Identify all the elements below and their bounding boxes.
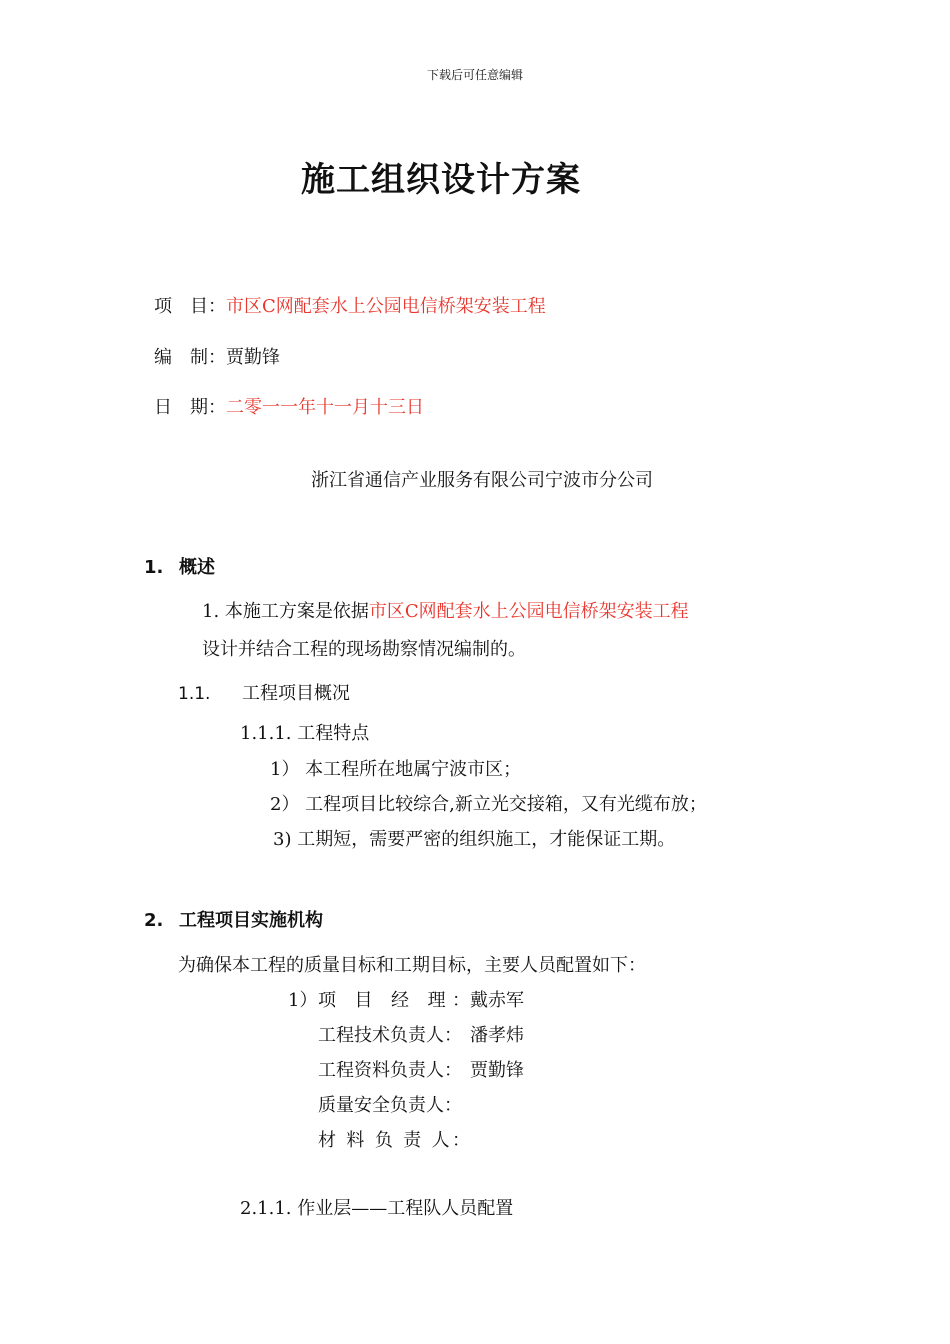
section-1-title: 概述 xyxy=(179,557,215,578)
section-1-number: 1. xyxy=(144,557,164,578)
document-title: 施工组织设计方案 xyxy=(301,160,581,200)
staff-role: 工程资料负责人： xyxy=(318,1060,462,1081)
section-1-paragraph-line-2: 设计并结合工程的现场勘察情况编制的。 xyxy=(202,639,526,660)
staff-row xyxy=(318,1091,470,1117)
staff-list-number: 1） xyxy=(288,990,318,1011)
subsection-1-1-title: 工程项目概况 xyxy=(242,683,350,704)
project-field xyxy=(154,292,546,318)
section-2-title: 工程项目实施机构 xyxy=(179,910,323,931)
section-2-number: 2. xyxy=(144,910,164,931)
staff-role: 质量安全负责人： xyxy=(318,1095,462,1116)
paragraph-prefix: 1. 本施工方案是依据 xyxy=(202,601,369,622)
staff-row xyxy=(318,1126,470,1152)
subsection-1-1-heading xyxy=(178,679,350,705)
section-1-heading xyxy=(144,553,215,579)
paragraph-highlight: 市区C网配套水上公园电信桥架安装工程 xyxy=(368,601,689,622)
section-2-heading xyxy=(144,906,323,932)
subsubsection-1-1-1-heading: 1.1.1. 工程特点 xyxy=(240,723,370,744)
list-item: 1） 本工程所在地属宁波市区； xyxy=(270,759,522,780)
list-item: 3) 工期短，需要严密的组织施工，才能保证工期。 xyxy=(273,829,676,850)
staff-name: 戴赤军 xyxy=(470,990,524,1011)
staff-role: 工程技术负责人： xyxy=(318,1025,462,1046)
date-label: 日 期： xyxy=(154,397,226,418)
author-label: 编 制： xyxy=(154,347,226,368)
staff-role: 项 目 经 理： xyxy=(318,990,470,1011)
subsubsection-2-1-1-heading: 2.1.1. 作业层——工程队人员配置 xyxy=(240,1198,514,1219)
section-2-intro: 为确保本工程的质量目标和工期目标，主要人员配置如下： xyxy=(178,955,646,976)
subsection-1-1-number: 1.1. xyxy=(178,684,211,704)
staff-role: 材 料 负 责 人： xyxy=(318,1130,470,1151)
author-value: 贾勤锋 xyxy=(226,347,280,368)
staff-row xyxy=(318,1056,524,1082)
company-name: 浙江省通信产业服务有限公司宁波市分公司 xyxy=(311,470,653,491)
project-label: 项 目： xyxy=(154,296,226,317)
staff-name: 贾勤锋 xyxy=(470,1060,524,1081)
page-header: 下载后可任意编辑 xyxy=(426,68,523,82)
list-item: 2） 工程项目比较综合,新立光交接箱，又有光缆布放； xyxy=(270,794,707,815)
staff-name: 潘孝炜 xyxy=(470,1025,524,1046)
project-value: 市区C网配套水上公园电信桥架安装工程 xyxy=(226,296,546,317)
author-field xyxy=(154,343,280,369)
date-field xyxy=(154,393,424,419)
date-value: 二零一一年十一月十三日 xyxy=(226,397,424,418)
staff-row xyxy=(318,1021,524,1047)
staff-row xyxy=(318,986,524,1012)
section-1-paragraph-line-1 xyxy=(202,597,689,623)
